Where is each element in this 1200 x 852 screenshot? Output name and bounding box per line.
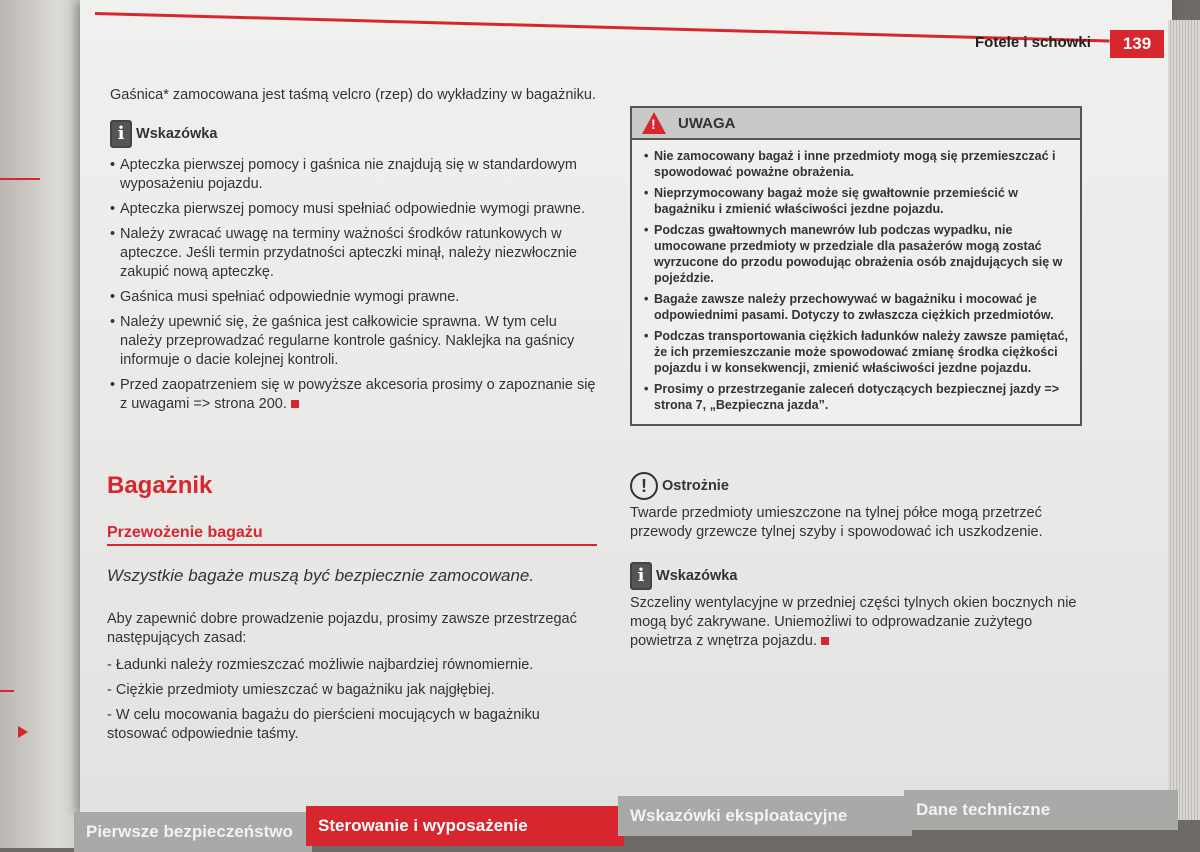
warning-header (632, 108, 1080, 140)
page-marker (0, 690, 14, 692)
warning-box (630, 106, 1082, 426)
body-paragraph: Aby zapewnić dobre prowadzenie pojazdu, prosimy zawsze przestrzegać następujących zasad: (107, 611, 577, 646)
tab-dane-techniczne[interactable]: Dane techniczne (904, 790, 1178, 830)
tab-wskazowki-eksploatacyjne[interactable]: Wskazówki eksploatacyjne (618, 796, 912, 836)
list-item (110, 376, 598, 414)
section-title: Bagażnik (107, 472, 213, 499)
caution-icon: ! (630, 472, 658, 500)
tab-pierwsze-bezpieczenstwo[interactable]: Pierwsze bezpieczeństwo (74, 812, 312, 852)
warning-item: • Bagaże zawsze należy przechowywać w bagażniku i mocować je odpowiednimi pasami. Dotyczy to zwłaszcza ciężkich przedmiotów. (644, 291, 1070, 323)
warning-item: • Podczas transportowania ciężkich ładunków należy zawsze pamiętać, że ich przemieszczanie może spowodować zmianę środka ciężkości pojazdu i w konsekwencji, zmienić właściwości jezdne pojazdu. (644, 328, 1070, 376)
note-text-body: Szczeliny wentylacyjne w przedniej części tylnych okien bocznych nie mogą być zakrywane. Uniemożliwi to odprowadzanie zużytego powietrza z wnętrza pojazdu. (630, 595, 1077, 649)
list-item: • Należy upewnić się, że gaśnica jest całkowicie sprawna. W tym celu należy przeprowadzać regularne kontrole gaśnicy. Naklejka na gaśnicy informuje o dacie kolejnej kontroli. (110, 313, 598, 370)
warning-triangle-icon (642, 112, 666, 134)
intro-text (110, 86, 600, 105)
list-item-text: Przed zaopatrzeniem się w powyższe akcesoria prosimy o zapoznanie się z uwagami => strona 200. (120, 377, 596, 412)
note-block (110, 120, 598, 420)
caution-block (630, 472, 1080, 542)
tab-sterowanie-i-wyposazenie[interactable]: Sterowanie i wyposażenie (306, 806, 624, 846)
page-header-title: Fotele i schowki (975, 34, 1091, 51)
warning-item: • Nie zamocowany bagaż i inne przedmioty mogą się przemieszczać i spowodować poważne obrażenia. (644, 148, 1070, 180)
end-marker-icon (291, 400, 299, 408)
warning-item: • Nieprzymocowany bagaż może się gwałtownie przemieścić w bagażniku i zmienić właściwości jezdne pojazdu. (644, 185, 1070, 217)
warning-item: • Prosimy o przestrzeganie zaleceń dotyczących bezpiecznej jazdy => strona 7, „Bezpieczna jazda”. (644, 381, 1070, 413)
note-label: Wskazówka (656, 567, 738, 584)
note-label: Wskazówka (136, 125, 218, 142)
list-item: • Apteczka pierwszej pomocy musi spełniać odpowiednie wymogi prawne. (110, 200, 598, 219)
caution-label: Ostrożnie (662, 477, 729, 494)
note-text (630, 594, 1080, 651)
previous-page-edge (0, 0, 92, 848)
list-item: • Apteczka pierwszej pomocy i gaśnica nie znajdują się w standardowym wyposażeniu pojazdu. (110, 156, 598, 194)
arrow-icon (18, 726, 28, 738)
subsection-rule (107, 544, 597, 546)
rule-item: - W celu mocowania bagażu do pierścieni mocujących w bagażniku stosować odpowiednie taśmy. (107, 707, 540, 742)
intro-paragraph: Gaśnica* zamocowana jest taśmą velcro (rzep) do wykładziny w bagażniku. (110, 87, 596, 103)
list-item: • Należy zwracać uwagę na terminy ważności środków ratunkowych w apteczce. Jeśli termin przydatności apteczki minął, należy niezwłocznie zakupić nową apteczkę. (110, 225, 598, 282)
info-icon: i (630, 562, 652, 590)
rule-item: - Ładunki należy rozmieszczać możliwie najbardziej równomiernie. (107, 657, 534, 673)
warning-title: UWAGA (678, 114, 736, 132)
caution-text: Twarde przedmioty umieszczone na tylnej półce mogą przetrzeć przewody grzewcze tylnej szyby i spowodować ich uszkodzenie. (630, 505, 1043, 540)
note-block-2 (630, 562, 1080, 651)
list-item: • Gaśnica musi spełniać odpowiednie wymogi prawne. (110, 288, 598, 307)
body-text (107, 610, 597, 744)
lead-text: Wszystkie bagaże muszą być bezpiecznie zamocowane. (107, 566, 535, 585)
warning-item: • Podczas gwałtownych manewrów lub podczas wypadku, nie umocowane przedmioty w przedziale dla pasażerów mogą zostać wyrzucone do przodu powodując obrażenia osób znajdujących się w pojeździe. (644, 222, 1070, 286)
page-number: 139 (1110, 30, 1164, 58)
chapter-tabs (0, 796, 1200, 848)
end-marker-icon (821, 637, 829, 645)
page-marker (0, 178, 40, 180)
warning-list (632, 140, 1080, 413)
subsection-title: Przewożenie bagażu (107, 524, 263, 541)
page-stack-edge (1168, 20, 1200, 820)
rule-item: - Ciężkie przedmioty umieszczać w bagażniku jak najgłębiej. (107, 682, 495, 698)
info-icon: i (110, 120, 132, 148)
